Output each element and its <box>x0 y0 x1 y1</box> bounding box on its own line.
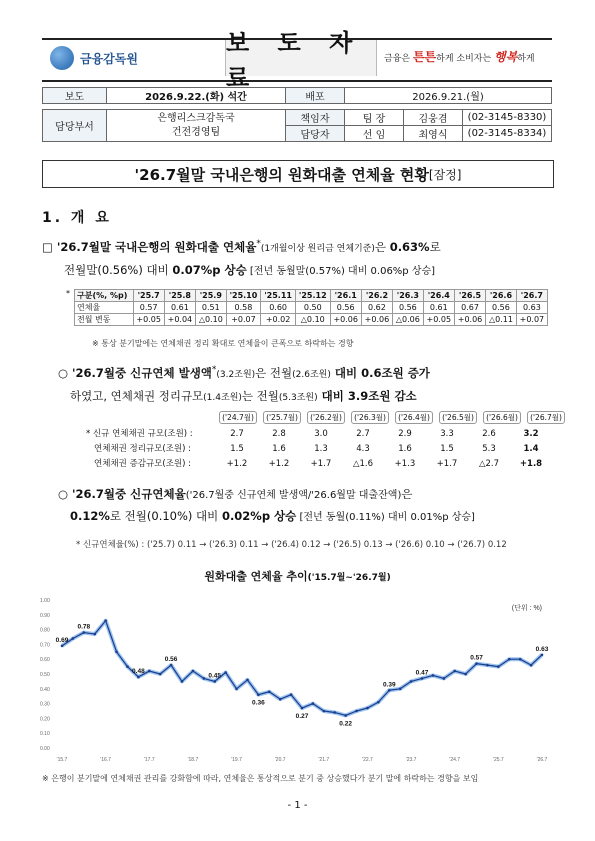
data-point <box>235 688 238 691</box>
dist-date: 2026.9.21.(월) <box>345 88 552 104</box>
table-cell: +0.02 <box>261 314 296 326</box>
table-cell: '26.1 <box>330 290 361 302</box>
table-cell: 0.62 <box>361 302 392 314</box>
page-number: - 1 - <box>287 800 308 811</box>
y-tick-label: 0.10 <box>40 731 50 738</box>
manager-name: 김웅겸 <box>404 110 463 126</box>
delinquency-rate-table <box>74 289 548 326</box>
table-cell: 0.67 <box>454 302 485 314</box>
chart-unit-label: (단위 : %) <box>511 605 542 612</box>
column-header: ('25.7월) <box>263 411 301 424</box>
table-cell: '25.7 <box>133 290 164 302</box>
x-tick-label: '21.7 <box>318 757 330 763</box>
data-point <box>61 645 64 648</box>
data-label: 0.78 <box>77 623 91 631</box>
new-rate-note: * 신규연체율(%) : ('25.7) 0.11 → ('26.3) 0.11 → ('26.4) 0.12 → ('26.5) 0.13 → ('26.6) 0.10 → ('26.7) 0.12 <box>76 540 507 550</box>
x-tick-label: '25.7 <box>493 757 504 763</box>
column-header: ('24.7월) <box>219 411 257 424</box>
data-point <box>301 707 304 710</box>
table-cell: '26.3 <box>393 290 424 302</box>
line <box>58 484 475 506</box>
data-point <box>246 679 249 682</box>
row-label: 연체채권 증감규모(조원) : <box>94 459 192 469</box>
table-cell: +1.8 <box>519 459 543 469</box>
table-row <box>75 302 548 314</box>
data-point <box>519 658 522 661</box>
manager-title: 팀 장 <box>345 110 404 126</box>
text: 하였고, 연체채권 정리규모 <box>70 388 204 403</box>
dist-label: 배포 <box>286 88 345 104</box>
table-cell: +1.2 <box>226 459 248 469</box>
table-cell: 2.9 <box>398 429 412 439</box>
x-tick-label: '26.7 <box>536 757 548 763</box>
data-point <box>213 680 216 683</box>
data-point <box>126 665 129 668</box>
table-cell: 0.60 <box>261 302 296 314</box>
data-label: 0.39 <box>382 681 396 689</box>
table-cell: 0.57 <box>133 302 164 314</box>
data-point <box>323 710 326 713</box>
document-title <box>42 160 554 188</box>
y-tick-label: 0.30 <box>40 701 50 708</box>
delinquency-volume-table <box>86 411 562 469</box>
data-point <box>181 680 184 683</box>
data-point <box>377 701 380 704</box>
release-info-table <box>42 87 552 104</box>
x-tick-label: '24.7 <box>449 757 461 763</box>
table-cell: +0.06 <box>361 314 392 326</box>
column-header: ('26.6월) <box>483 411 521 424</box>
x-tick-label: '20.7 <box>274 757 286 763</box>
table-cell: '25.10 <box>226 290 261 302</box>
manager-label: 책임자 <box>286 110 345 126</box>
x-tick-label: '17.7 <box>143 757 155 763</box>
table-cell: 2.6 <box>482 429 496 439</box>
table-cell: 0.56 <box>330 302 361 314</box>
title-main: '26.7월말 국내은행의 원화대출 연체율 현황 <box>134 165 429 184</box>
table-cell: 4.3 <box>356 444 370 454</box>
table-cell: +1.2 <box>268 459 290 469</box>
data-point <box>104 619 107 622</box>
column-header: ('26.3월) <box>351 411 389 424</box>
table-header-row <box>86 411 562 424</box>
data-point <box>541 653 544 656</box>
data-point <box>290 693 293 696</box>
table-header-row <box>75 290 548 302</box>
text: ('26.7월중 신규연체 발생액/'26.6월말 대출잔액) <box>185 490 402 501</box>
data-point <box>137 676 140 679</box>
text: 은 <box>374 239 390 254</box>
footnote: ※ 은행이 분기말에 연체채권 관리를 강화함에 따라, 연체율은 통상적으로 분기 중 상승했다가 분기 말에 하락하는 경향을 보임 <box>42 774 479 783</box>
line <box>58 360 430 386</box>
y-tick-label: 0.50 <box>40 672 50 678</box>
globe-icon <box>50 46 74 70</box>
table-cell: 1.4 <box>523 444 539 454</box>
table-cell: 0.51 <box>195 302 226 314</box>
column-header: ('26.7월) <box>527 411 565 424</box>
data-label: 0.47 <box>415 669 429 677</box>
data-label: 0.27 <box>295 713 309 721</box>
text: 0.07%p 상승 <box>172 262 247 277</box>
table-cell: 0.50 <box>295 302 330 314</box>
data-point <box>312 702 315 705</box>
table-cell: '26.7 <box>516 290 547 302</box>
table-cell: '25.12 <box>295 290 330 302</box>
y-tick-label: 0.70 <box>40 642 50 649</box>
table-cell: '26.6 <box>486 290 517 302</box>
text: * <box>211 365 217 375</box>
text: [전년 동월(0.11%) 대비 0.01%p 상승] <box>296 512 475 523</box>
table-cell: 2.8 <box>272 429 286 439</box>
row-label: * 신규 연체채권 규모(조원) : <box>86 429 193 439</box>
table-cell: 5.3 <box>482 444 496 454</box>
table-cell: +0.04 <box>164 314 195 326</box>
data-point <box>508 658 511 661</box>
table-cell: 2.7 <box>356 429 370 439</box>
data-label: 0.36 <box>252 699 265 707</box>
data-point <box>159 673 162 676</box>
slogan-part: 하게 소비자는 <box>436 54 495 64</box>
x-tick-label: '18.7 <box>187 757 199 763</box>
data-point <box>464 673 467 676</box>
line <box>58 386 430 409</box>
report-date: 2026.9.22.(화) 석간 <box>107 88 286 104</box>
line <box>58 506 475 528</box>
data-point <box>203 677 206 680</box>
data-point <box>432 674 435 677</box>
staff-label: 담당자 <box>286 126 345 142</box>
text: 대비 3.9조원 감소 <box>317 388 417 403</box>
y-tick-label: 0.20 <box>40 716 50 723</box>
logo-text: 금융감독원 <box>80 51 138 66</box>
text: * <box>256 239 261 249</box>
dept-label: 담당부서 <box>43 110 107 142</box>
section-heading: 1. 개 요 <box>42 210 112 226</box>
y-tick-label: 0.00 <box>40 746 50 752</box>
data-point <box>366 707 369 710</box>
text: □ '26.7월말 국내은행의 원화대출 연체율 <box>42 239 257 254</box>
slogan-part: 금융은 <box>384 54 413 64</box>
data-point <box>443 677 446 680</box>
text: 로 <box>429 239 441 254</box>
data-point <box>344 714 347 717</box>
table-star: * <box>66 289 70 298</box>
data-point <box>93 633 96 636</box>
data-point <box>83 631 86 634</box>
table-cell: △0.06 <box>393 314 424 326</box>
table-cell: △0.11 <box>486 314 517 326</box>
row-label: 전월 변동 <box>75 314 134 326</box>
data-label: 0.57 <box>470 654 483 662</box>
text: (1개월이상 원리금 연체기준) <box>260 243 375 254</box>
table-cell: +0.05 <box>133 314 164 326</box>
table-cell: +0.05 <box>423 314 454 326</box>
table-cell: 1.5 <box>440 444 454 454</box>
dept-line: 건전경영팀 <box>171 126 221 138</box>
table-cell: +0.06 <box>454 314 485 326</box>
table-cell: 0.56 <box>486 302 517 314</box>
text: (2.6조원) <box>292 369 331 380</box>
x-tick-label: '23.7 <box>405 757 417 763</box>
data-point <box>475 662 478 665</box>
text: 은 전월 <box>255 365 293 380</box>
table-cell: 0.63 <box>516 302 547 314</box>
data-point <box>421 677 424 680</box>
table-cell: 0.61 <box>423 302 454 314</box>
text: [전년 동월말(0.57%) 대비 0.06%p 상승] <box>246 265 436 277</box>
text: (5.3조원) <box>278 392 318 403</box>
table-cell: △0.10 <box>195 314 226 326</box>
table-row <box>75 314 548 326</box>
summary-line2 <box>42 260 441 282</box>
x-tick-label: '15.7 <box>56 757 68 763</box>
data-point <box>388 689 391 692</box>
column-header: ('26.5월) <box>439 411 477 424</box>
table-cell: 0.58 <box>226 302 261 314</box>
dept-line: 은행리스크감독국 <box>157 112 235 124</box>
column-header: ('26.2월) <box>307 411 345 424</box>
table-cell: 1.6 <box>398 444 412 454</box>
text: ○ '26.7월중 신규연체 발생액 <box>58 365 212 380</box>
text: ○ '26.7월중 신규연체율 <box>58 487 186 501</box>
contact-table <box>42 109 552 142</box>
text: 대비 0.6조원 증가 <box>330 365 430 380</box>
data-point <box>453 670 456 673</box>
data-label: 0.69 <box>55 636 69 644</box>
y-tick-label: 0.40 <box>40 686 50 693</box>
title-suffix: [잠정] <box>428 167 462 182</box>
data-point <box>333 711 336 714</box>
table-cell: 1.5 <box>230 444 244 454</box>
data-point <box>497 665 500 668</box>
table-cell: 1.6 <box>272 444 286 454</box>
data-point <box>355 710 358 713</box>
text: 0.63% <box>389 239 430 254</box>
data-point <box>399 688 402 691</box>
text: 은 <box>401 487 413 501</box>
y-tick-label: 1.00 <box>40 598 50 604</box>
manager-phone: (02-3145-8330) <box>463 110 552 126</box>
table-cell: △0.10 <box>295 314 330 326</box>
data-label: 0.45 <box>208 672 222 680</box>
data-point <box>257 693 260 696</box>
table-cell: 3.2 <box>523 429 539 439</box>
row-label: 연체채권 정리규모(조원) : <box>94 444 192 454</box>
table-cell: '26.5 <box>454 290 485 302</box>
data-point <box>279 698 282 701</box>
text: (1.4조원) <box>203 392 242 403</box>
text: 원화대출 연체율 추이 <box>204 570 308 583</box>
table-cell: '25.11 <box>261 290 296 302</box>
slogan <box>384 48 554 65</box>
table-cell: 2.7 <box>230 429 244 439</box>
new-delinquency-paragraph <box>58 360 430 409</box>
dept-name <box>107 110 286 142</box>
data-label: 0.22 <box>339 720 352 728</box>
data-point <box>486 664 489 667</box>
x-tick-label: '22.7 <box>362 757 373 763</box>
row-label: 구분(%, %p) <box>75 290 134 302</box>
text: 는 전월 <box>241 388 279 403</box>
data-label: 0.56 <box>164 656 178 664</box>
table-note: ※ 통상 분기말에는 연체채권 정리 확대로 연체율이 큰폭으로 하락하는 경향 <box>92 339 354 348</box>
data-label: 0.63 <box>535 645 549 653</box>
text: (3.2조원) <box>216 369 256 380</box>
y-tick-label: 0.80 <box>40 627 50 634</box>
data-point <box>268 690 271 693</box>
x-tick-label: '16.7 <box>100 757 111 763</box>
data-point <box>530 664 533 667</box>
slogan-highlight: 행복 <box>494 50 518 64</box>
text: 0.02%p 상승 <box>221 509 297 523</box>
chart-title <box>0 568 595 584</box>
text: 전월말(0.56%) 대비 <box>64 262 173 277</box>
staff-phone: (02-3145-8334) <box>463 126 552 142</box>
table-row <box>86 442 556 454</box>
table-cell: '25.9 <box>195 290 226 302</box>
staff-title: 선 임 <box>345 126 404 142</box>
summary-paragraph <box>42 234 441 282</box>
table-cell: △1.6 <box>352 459 374 469</box>
table-cell: '26.2 <box>361 290 392 302</box>
table-row <box>86 427 556 439</box>
staff-name: 최영식 <box>404 126 463 142</box>
row-label: 연체율 <box>75 302 134 314</box>
data-point <box>115 651 118 654</box>
table-row <box>86 457 556 469</box>
table-cell: 3.0 <box>314 429 328 439</box>
table-cell: +0.07 <box>226 314 261 326</box>
report-label: 보도 <box>43 88 107 104</box>
y-tick-label: 0.90 <box>40 612 50 619</box>
data-label: 0.48 <box>132 667 145 675</box>
data-point <box>148 670 151 673</box>
text: ('15.7월~'26.7월) <box>307 573 391 583</box>
data-point <box>224 671 227 674</box>
table-cell: +1.7 <box>310 459 332 469</box>
table-cell: '26.4 <box>423 290 454 302</box>
table-cell: △2.7 <box>478 459 500 469</box>
table-cell: 0.56 <box>393 302 424 314</box>
text: 0.12% <box>70 509 110 523</box>
summary-line1 <box>42 234 441 260</box>
table-cell: '25.8 <box>164 290 195 302</box>
table-cell: +0.06 <box>330 314 361 326</box>
table-cell: 0.61 <box>164 302 195 314</box>
fss-logo <box>50 45 180 71</box>
slogan-part: 하게 <box>517 54 535 64</box>
data-point <box>410 680 413 683</box>
data-point <box>170 664 173 667</box>
x-tick-label: '19.7 <box>231 757 242 763</box>
slogan-highlight: 튼튼 <box>412 50 437 64</box>
table-cell: +0.07 <box>516 314 547 326</box>
press-release-title: 보 도 자 료 <box>225 40 377 76</box>
data-point <box>192 670 195 673</box>
table-cell: +1.7 <box>436 459 458 469</box>
data-point <box>72 637 75 640</box>
delinquency-line-chart <box>38 588 552 766</box>
column-header: ('26.4월) <box>395 411 433 424</box>
y-tick-label: 0.60 <box>40 657 50 664</box>
table-cell: 3.3 <box>440 429 454 439</box>
text: 로 전월(0.10%) 대비 <box>109 509 222 523</box>
new-delinquency-rate-paragraph <box>58 484 475 528</box>
table-cell: +1.3 <box>394 459 416 469</box>
table-cell: 1.3 <box>314 444 328 454</box>
